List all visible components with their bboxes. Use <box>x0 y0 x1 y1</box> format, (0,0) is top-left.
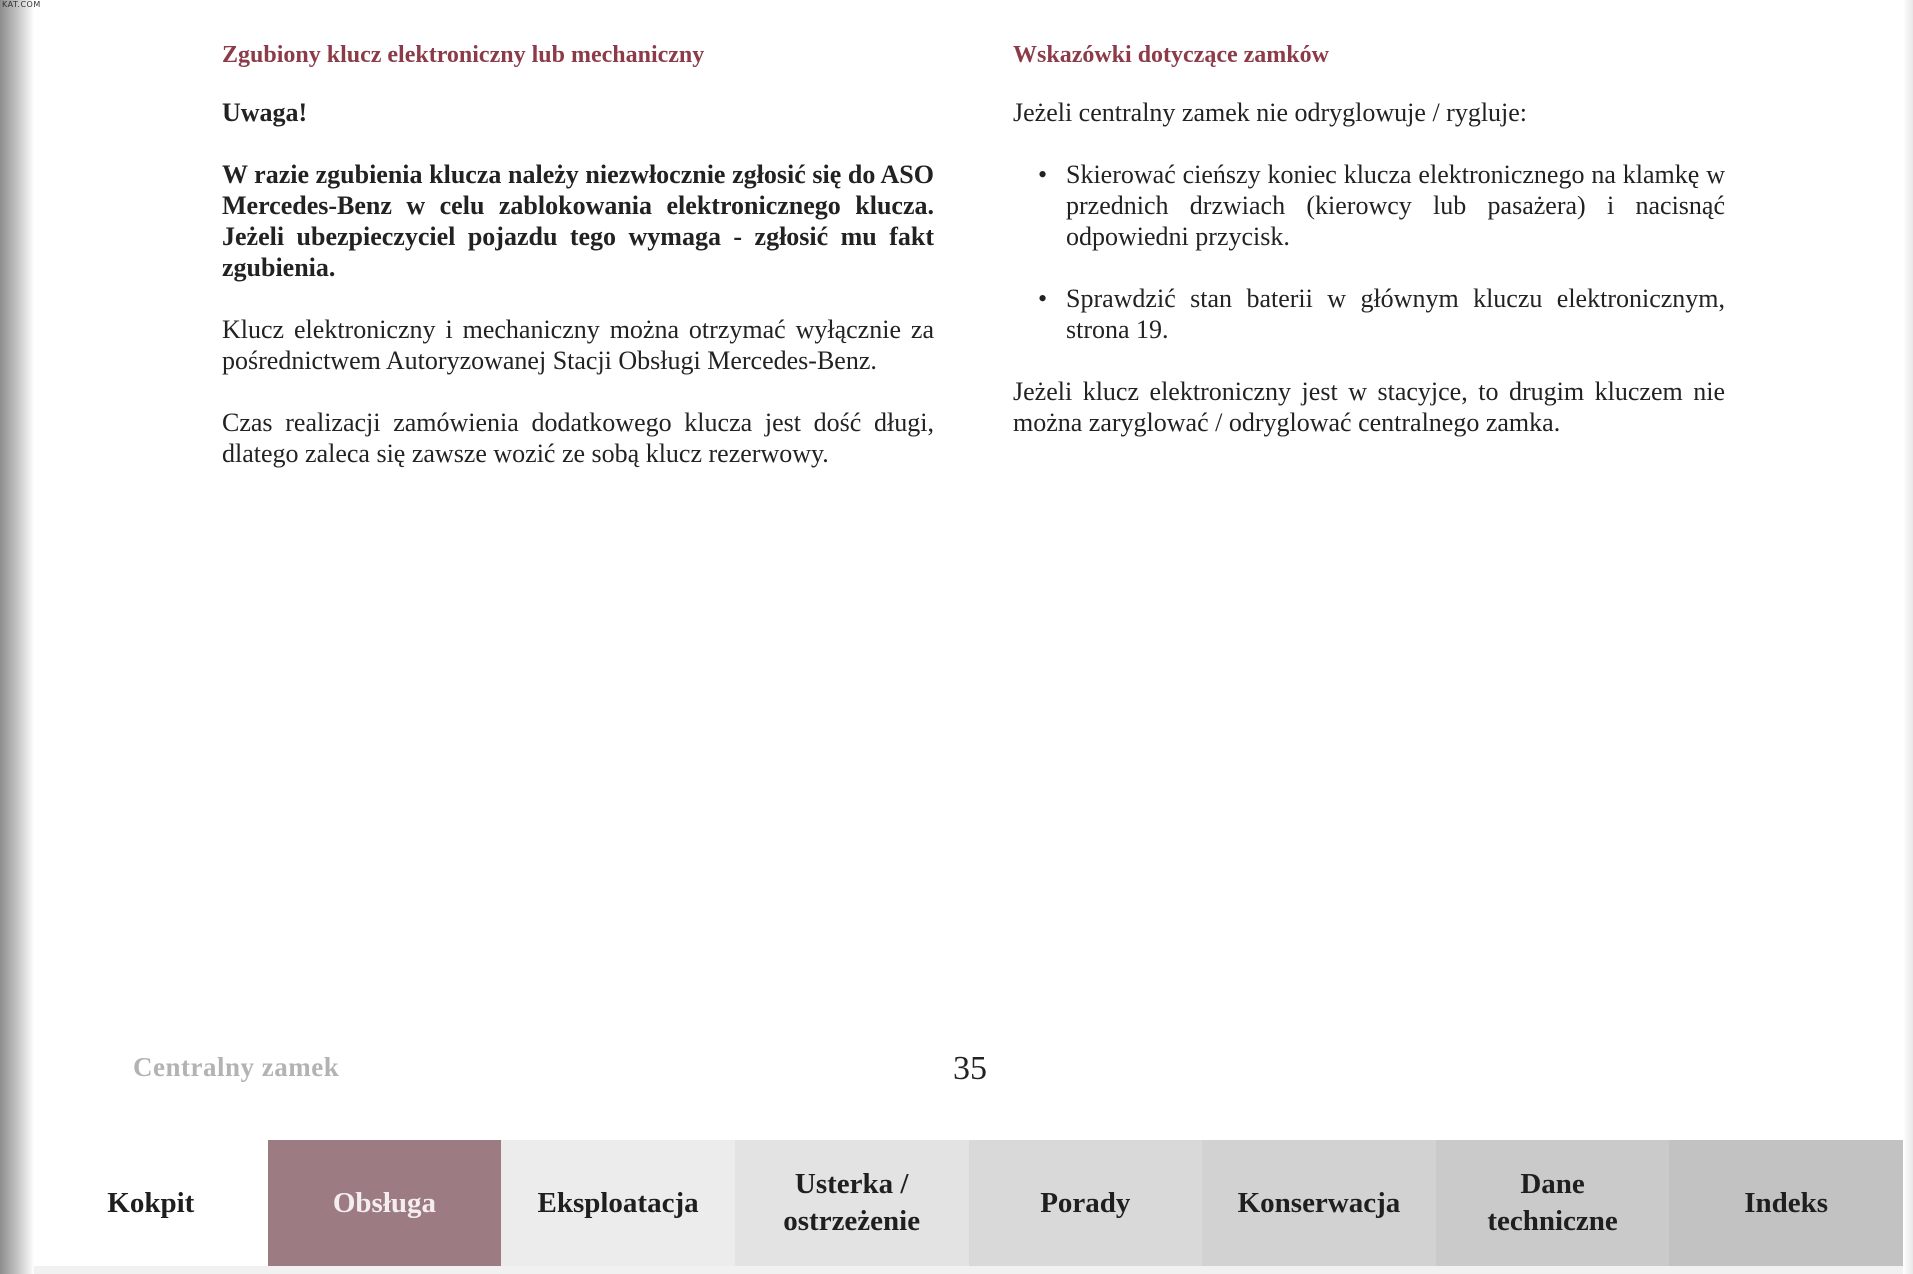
tab-label-line: Indeks <box>1744 1186 1829 1219</box>
right-paragraph: Jeżeli klucz elektroniczny jest w stacyjce, to drugim kluczem nie można zaryglować / odryglować centralnego zamka. <box>1013 377 1725 437</box>
tab-label-line: Kokpit <box>107 1186 195 1219</box>
right-column <box>1013 38 1725 469</box>
corner-watermark: KAT.COM <box>2 0 41 9</box>
tab-label-line: Dane <box>1520 1168 1585 1200</box>
tab-label-line: ostrzeżenie <box>783 1205 921 1237</box>
tab-dane-techniczne[interactable] <box>1436 1140 1670 1266</box>
page-number: 35 <box>953 1050 987 1087</box>
tab-konserwacja[interactable] <box>1202 1140 1436 1266</box>
tab-label-line: Obsługa <box>332 1186 437 1219</box>
bullet-item: • Sprawdzić stan baterii w głównym kluczu elektronicznym, strona 19. <box>1066 283 1725 345</box>
bullet-item: • Skierować cieńszy koniec klucza elektronicznego na klamkę w przednich drzwiach (kierowcy lub pasażera) i nacisnąć odpowiedni przycisk. <box>1066 159 1725 252</box>
right-intro: Jeżeli centralny zamek nie odryglowuje / rygluje: <box>1013 98 1528 127</box>
tab-eksploatacja[interactable] <box>501 1140 735 1266</box>
left-paragraph-2: Czas realizacji zamówienia dodatkowego klucza jest dość długi, dlatego zaleca się zawsze wozić ze sobą klucz rezerwowy. <box>222 408 934 468</box>
page-right-edge <box>1903 0 1913 1274</box>
tab-porady[interactable] <box>969 1140 1203 1266</box>
tab-label-line: Porady <box>1040 1186 1131 1219</box>
warning-title: Uwaga! <box>222 98 308 127</box>
page-gutter-shadow <box>0 0 34 1274</box>
tab-indeks[interactable] <box>1669 1140 1903 1266</box>
tab-label-line: Konserwacja <box>1237 1186 1401 1219</box>
tab-label-line: Usterka / <box>794 1168 909 1200</box>
tab-label-line: Eksploatacja <box>537 1186 699 1219</box>
bullet-list <box>1013 159 1725 345</box>
tab-label-line: techniczne <box>1487 1205 1618 1237</box>
left-column <box>222 38 934 500</box>
tab-usterka-ostrzezenie[interactable] <box>735 1140 969 1266</box>
chapter-tab-bar <box>34 1140 1903 1266</box>
tab-obsluga[interactable] <box>268 1140 502 1266</box>
warning-text: W razie zgubienia klucza należy niezwłocznie zgłosić się do ASO Mercedes-Benz w celu zablokowania elektronicznego klucza. Jeżeli ubezpieczyciel pojazdu tego wymaga - zgłosić mu fakt zgubienia. <box>222 160 934 282</box>
right-heading: Wskazówki dotyczące zamków <box>1013 42 1329 68</box>
tab-kokpit[interactable] <box>34 1140 268 1266</box>
footer-section-title: Centralny zamek <box>133 1052 340 1082</box>
left-paragraph-1: Klucz elektroniczny i mechaniczny można otrzymać wyłącznie za pośrednictwem Autoryzowanej Stacji Obsługi Mercedes-Benz. <box>222 315 934 375</box>
bottom-border <box>34 1266 1903 1274</box>
left-heading: Zgubiony klucz elektroniczny lub mechaniczny <box>222 42 705 68</box>
